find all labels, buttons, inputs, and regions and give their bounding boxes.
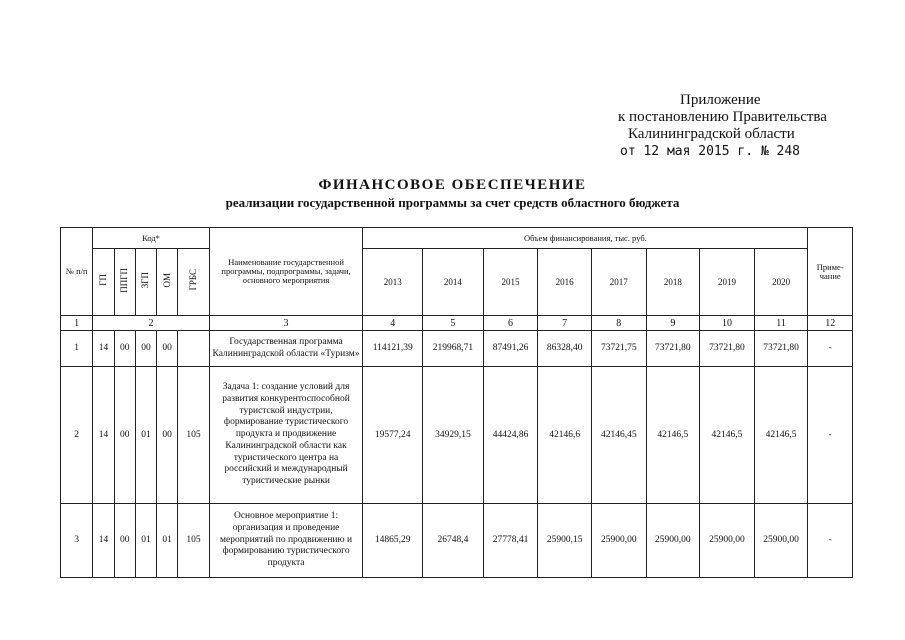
row-num: 2 bbox=[61, 367, 93, 504]
approval-block bbox=[608, 92, 827, 160]
row-value: 44424,86 bbox=[483, 367, 538, 504]
row-code: 14 bbox=[93, 504, 114, 578]
column-number: 10 bbox=[700, 316, 755, 331]
row-code: 00 bbox=[157, 331, 178, 367]
row-code: 00 bbox=[157, 367, 178, 504]
approval-line-2: к постановлению Правительства bbox=[618, 109, 827, 125]
row-value: 42146,5 bbox=[754, 367, 808, 504]
approval-line-4: от 12 мая 2015 г. № 248 bbox=[620, 144, 801, 159]
table-row bbox=[61, 504, 853, 578]
header-code: Код* bbox=[93, 228, 209, 249]
header-code-grbs: ГРБС bbox=[178, 249, 209, 316]
table-row bbox=[61, 331, 853, 367]
row-note: - bbox=[808, 331, 853, 367]
header-code-gp: ГП bbox=[93, 249, 114, 316]
column-number: 8 bbox=[591, 316, 646, 331]
row-note: - bbox=[808, 504, 853, 578]
row-value: 87491,26 bbox=[483, 331, 538, 367]
row-value: 26748,4 bbox=[423, 504, 484, 578]
row-value: 25900,00 bbox=[754, 504, 808, 578]
row-code: 105 bbox=[178, 367, 209, 504]
column-number: 7 bbox=[538, 316, 592, 331]
header-name: Наименование государственной программы, подпрограммы, задачи, основного мероприятия bbox=[209, 228, 363, 316]
row-value: 219968,71 bbox=[423, 331, 484, 367]
row-value: 25900,00 bbox=[646, 504, 700, 578]
document-subtitle: реализации государственной программы за счет средств областного бюджета bbox=[225, 195, 680, 210]
column-number: 6 bbox=[483, 316, 538, 331]
row-code: 00 bbox=[135, 331, 156, 367]
header-code-zgp: ЗГП bbox=[135, 249, 156, 316]
row-code: 01 bbox=[135, 367, 156, 504]
header-code-ppgp: ППГП bbox=[114, 249, 135, 316]
row-value: 86328,40 bbox=[538, 331, 592, 367]
row-value: 73721,75 bbox=[591, 331, 646, 367]
finance-table bbox=[60, 227, 853, 578]
document-title: ФИНАНСОВОЕ ОБЕСПЕЧЕНИЕ bbox=[318, 177, 587, 193]
column-number-row bbox=[61, 316, 853, 331]
row-name: Государственная программа Калининградской области «Туризм» bbox=[209, 331, 363, 367]
row-code: 14 bbox=[93, 367, 114, 504]
column-number: 5 bbox=[423, 316, 484, 331]
column-number: 1 bbox=[61, 316, 93, 331]
header-year: 2016 bbox=[538, 249, 592, 316]
row-note: - bbox=[808, 367, 853, 504]
row-code: 01 bbox=[135, 504, 156, 578]
column-number: 2 bbox=[93, 316, 209, 331]
row-name: Задача 1: создание условий для развития конкурентоспособной туристской индустрии, формирование туристического продукта и продвижение Калининградской области как туристического центра на российский и международный туристические рынки bbox=[209, 367, 363, 504]
row-value: 34929,15 bbox=[423, 367, 484, 504]
header-code-om: ОМ bbox=[157, 249, 178, 316]
row-code: 01 bbox=[157, 504, 178, 578]
row-value: 42146,45 bbox=[591, 367, 646, 504]
row-num: 3 bbox=[61, 504, 93, 578]
row-code: 105 bbox=[178, 504, 209, 578]
header-year: 2014 bbox=[423, 249, 484, 316]
header-volume: Объем финансирования, тыс. руб. bbox=[363, 228, 808, 249]
row-value: 42146,5 bbox=[646, 367, 700, 504]
row-value: 19577,24 bbox=[363, 367, 423, 504]
row-num: 1 bbox=[61, 331, 93, 367]
row-value: 25900,00 bbox=[700, 504, 755, 578]
row-value: 73721,80 bbox=[700, 331, 755, 367]
row-value: 42146,6 bbox=[538, 367, 592, 504]
row-value: 42146,5 bbox=[700, 367, 755, 504]
row-code: 14 bbox=[93, 331, 114, 367]
row-name: Основное мероприятие 1: организация и проведение мероприятий по продвижению и формированию туристического продукта bbox=[209, 504, 363, 578]
row-value: 73721,80 bbox=[646, 331, 700, 367]
column-number: 11 bbox=[754, 316, 808, 331]
row-value: 27778,41 bbox=[483, 504, 538, 578]
header-note: Приме-чание bbox=[808, 228, 853, 316]
row-value: 25900,15 bbox=[538, 504, 592, 578]
row-code bbox=[178, 331, 209, 367]
row-code: 00 bbox=[114, 504, 135, 578]
header-year: 2015 bbox=[483, 249, 538, 316]
column-number: 4 bbox=[363, 316, 423, 331]
column-number: 3 bbox=[209, 316, 363, 331]
row-value: 114121,39 bbox=[363, 331, 423, 367]
row-code: 00 bbox=[114, 367, 135, 504]
header-year: 2020 bbox=[754, 249, 808, 316]
header-year: 2018 bbox=[646, 249, 700, 316]
column-number: 9 bbox=[646, 316, 700, 331]
header-year: 2013 bbox=[363, 249, 423, 316]
header-num: № п/п bbox=[61, 228, 93, 316]
column-number: 12 bbox=[808, 316, 853, 331]
row-value: 25900,00 bbox=[591, 504, 646, 578]
table-row bbox=[61, 367, 853, 504]
row-value: 73721,80 bbox=[754, 331, 808, 367]
row-code: 00 bbox=[114, 331, 135, 367]
approval-line-1: Приложение bbox=[680, 92, 761, 108]
header-year: 2017 bbox=[591, 249, 646, 316]
row-value: 14865,29 bbox=[363, 504, 423, 578]
approval-line-3: Калининградской области bbox=[628, 126, 795, 142]
header-year: 2019 bbox=[700, 249, 755, 316]
